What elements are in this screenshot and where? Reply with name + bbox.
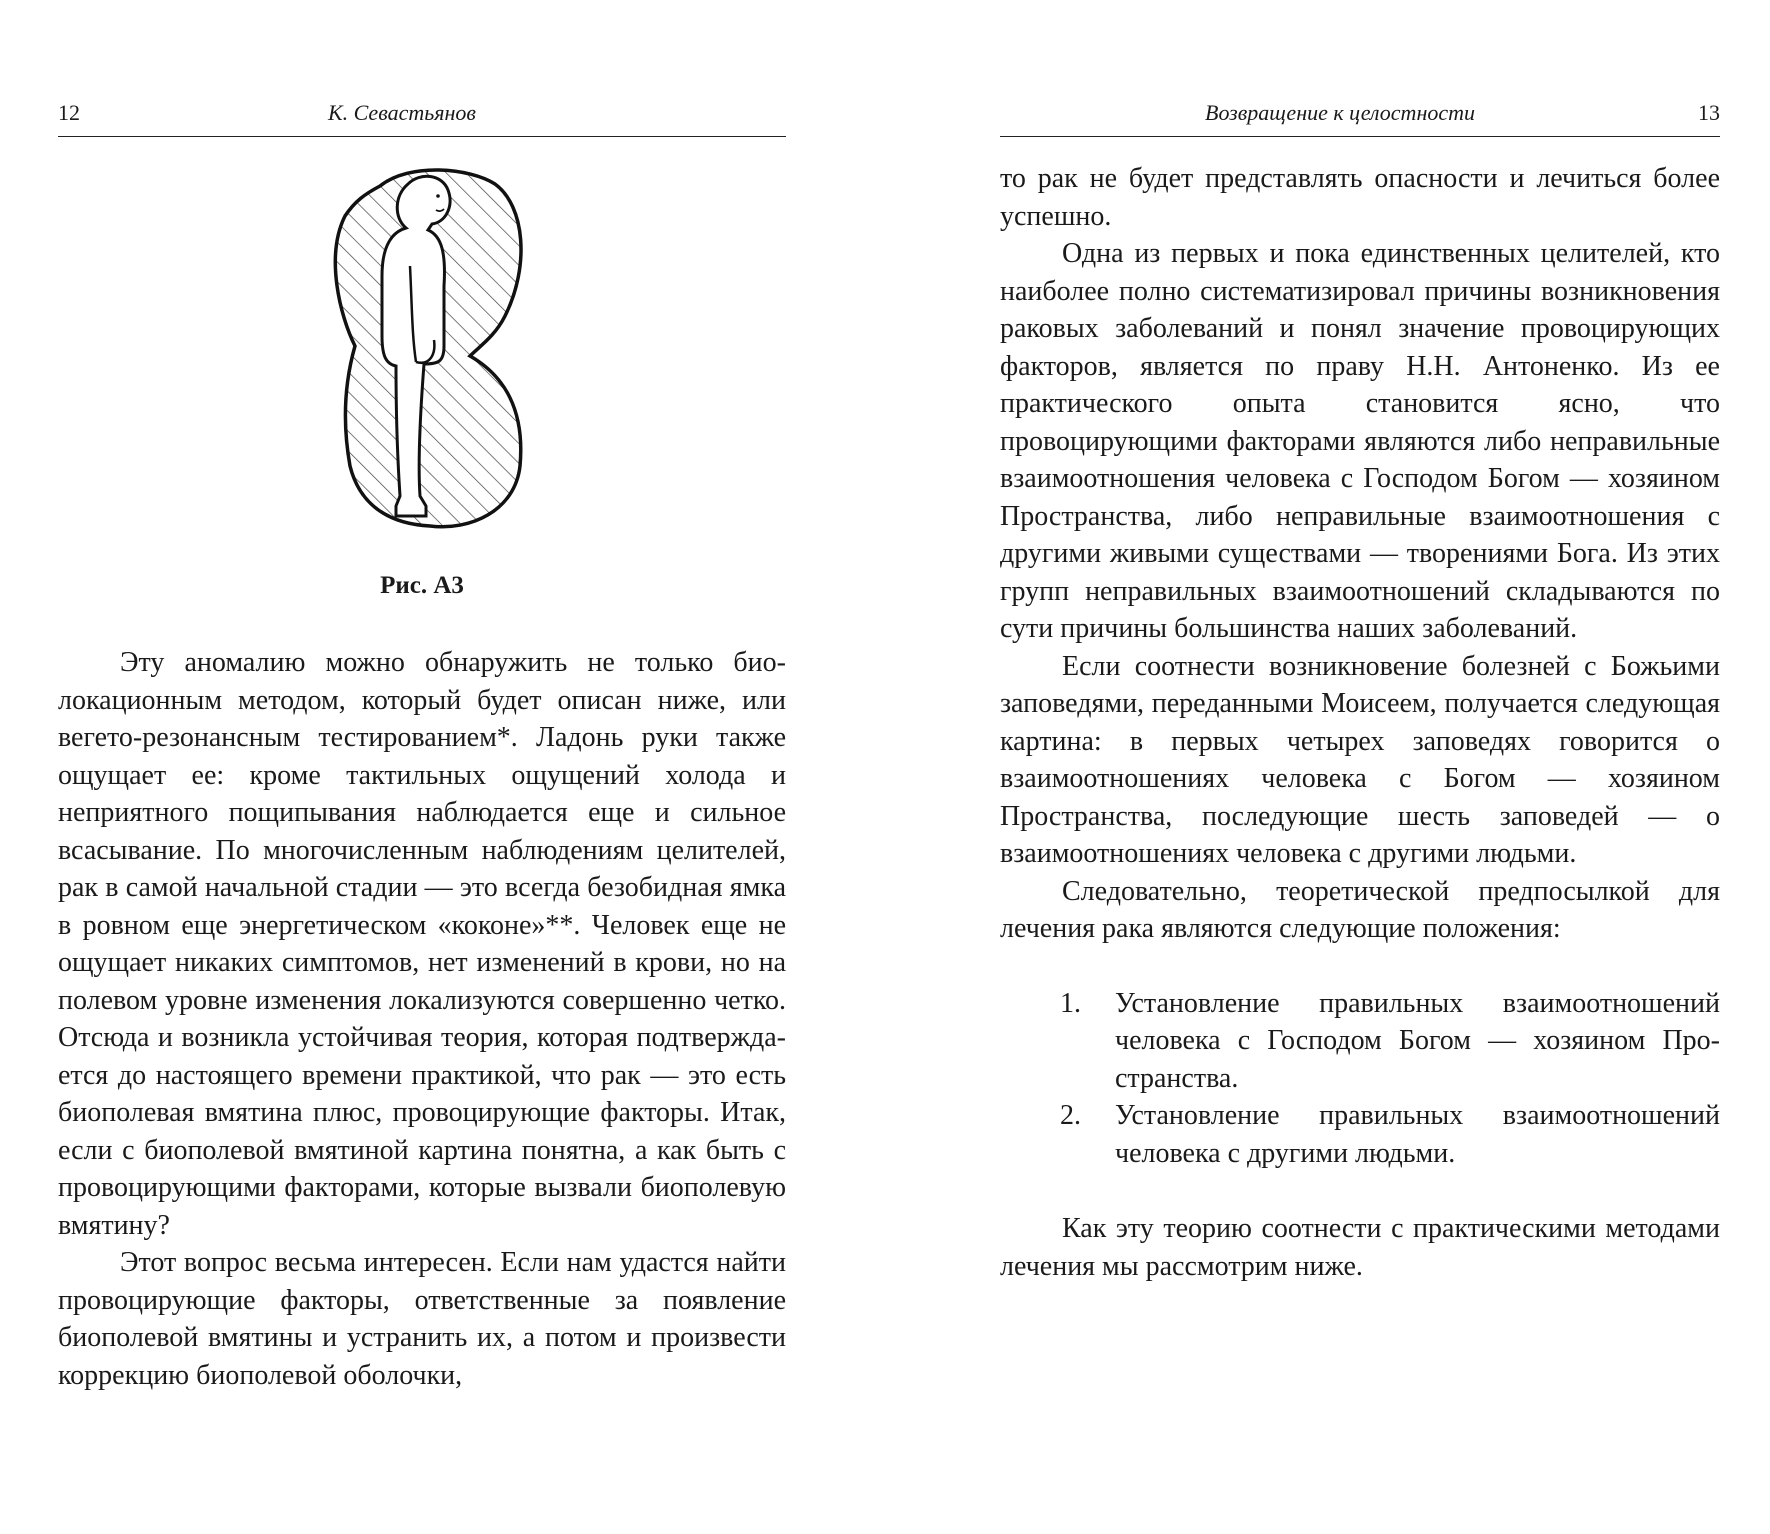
running-head-author: К. Севастьянов (328, 100, 476, 125)
spacer (1000, 948, 1720, 985)
right-body-text (1000, 160, 1720, 1285)
page-number: 12 (58, 100, 80, 125)
figure-a3-illustration (320, 166, 550, 546)
closing-paragraph: Как эту теорию соотнести с практическими методами лечения мы рассмотрим ниже. (1000, 1213, 1720, 1282)
requirements-list (1000, 985, 1720, 1173)
left-page (58, 0, 786, 1534)
page-number: 13 (1698, 100, 1720, 125)
paragraph: Одна из первых и пока единственных целителей, кто наиболее полно систематизировал причины возникновения раковых заболеваний и понял значение провоцирующих факторов, является по праву Н.Н. Антоненко. Из ее практического опыта становится ясно, что провоцирующими факторами являются либо неправильные взаимоотношения человека с Господом Богом — хозяином Пространства, либо неправильные взаимоотношения с другими живыми существами — творениями Бога. Из этих групп неправильных взаимоотношений складываются по сути причины большинства наших заболеваний. (1000, 238, 1720, 644)
paragraph: Следовательно, теоретической предпосылкой для лечения рака являются следующие положения: (1000, 875, 1720, 944)
list-item-number: 1. (1060, 987, 1081, 1019)
list-item-text: Установление правильных взаимоотношений человека с Господом Богом — хозяином Пространства. (1115, 987, 1720, 1094)
left-page-header (58, 96, 786, 137)
list-item (1000, 1097, 1720, 1172)
list-item-number: 2. (1060, 1100, 1081, 1131)
paragraph: Если соотнести возникновение болезней с Божьими заповедями, переданными Моисеем, получается следующая картина: в первых четырех заповедях говорится о взаимоотношениях человека с Богом — хозяином Пространства, последующие шесть заповедей — о взаимоотношениях человека с другими людьми. (1000, 650, 1720, 869)
continuation-paragraph: то рак не будет представлять опасности и лечиться более успешно. (1000, 163, 1720, 232)
list-item (1000, 985, 1720, 1098)
paragraph: Эту аномалию можно обнаружить не только биолокационным методом, который будет описан ниже, или вегето-резонансным тестированием*. Ладонь руки также ощущает ее: кроме тактильных ощущений холода и неприятного пощипывания наблюдается еще и сильное всасывание. По многочисленным наблюдениям целителей, рак в самой начальной стадии — это всегда безобидная ямка в ровном еще энергетическом «коконе»**. Человек еще не ощущает никаких симптомов, нет изменений в крови, но на полевом уровне изменения локализуются совершенно четко. Отсюда и возникла устойчивая теория, которая подтверждается до настоящего времени практикой, что рак — это есть биополевая вмятина плюс, провоцирующие факторы. Итак, если с биополевой вмятиной картина понятна, а как быть с провоцирующими факторами, которые вызвали биополевую вмятину? (58, 647, 786, 1241)
running-head-title: Возвращение к целостности (1205, 100, 1476, 125)
spacer (1000, 1172, 1720, 1210)
right-page-header (1000, 96, 1720, 137)
right-page (1000, 0, 1720, 1534)
paragraph: Этот вопрос весьма интересен. Если нам удастся найти провоцирующие факторы, ответственные за появление биополевой вмятины и устранить их, а потом и произвести коррекцию биополевой оболочки, (58, 1247, 786, 1391)
list-item-text: Установление правильных взаимоотношений человека с другими людьми. (1115, 1100, 1720, 1169)
left-body-text (58, 644, 786, 1394)
figure-caption: Рис. А3 (380, 572, 464, 599)
